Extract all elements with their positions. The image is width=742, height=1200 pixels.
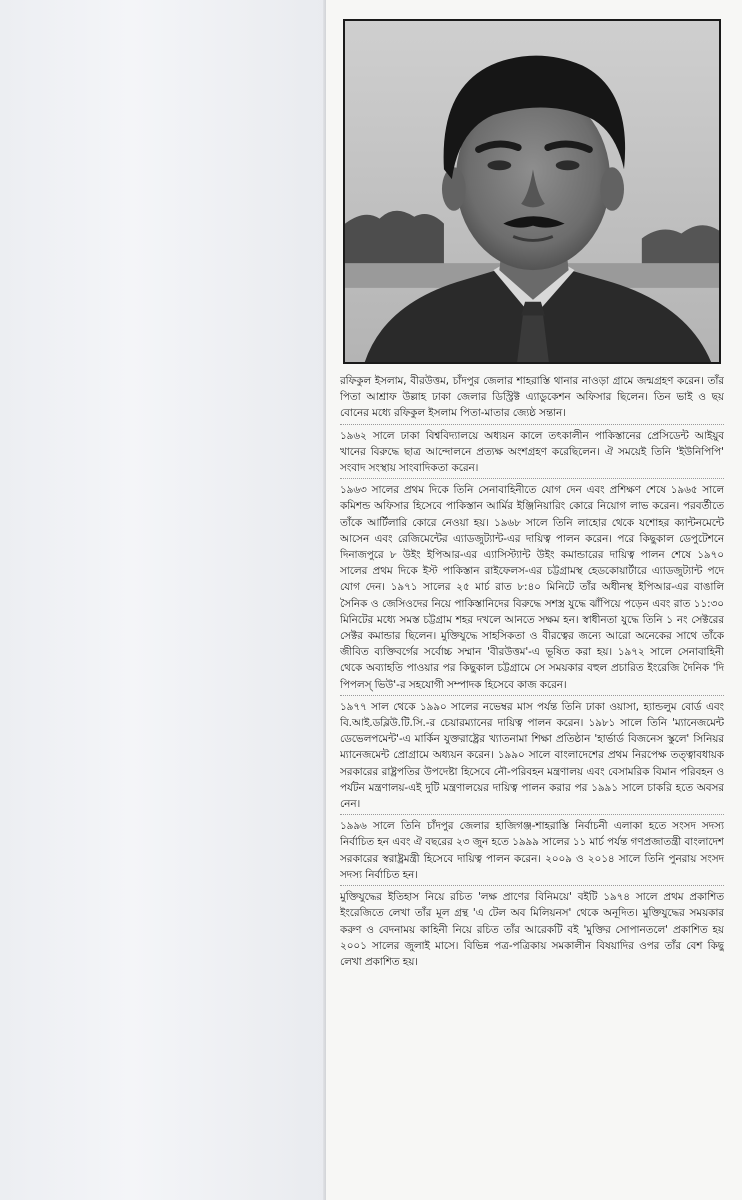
bio-paragraph-2: ১৯৬২ সালে ঢাকা বিশ্ববিদ্যালয়ে অধ্যয়ন কালে তৎকালীন পাকিস্তানের প্রেসিডেন্ট আইয়ুব খানের বিরুদ্ধে ছাত্র আন্দোলনে প্রত্যক্ষ অংশগ্রহণ করেছিলেন। ঐ সময়েই তিনি 'ইউনিপিপি' সংবাদ সংস্থায় সাংবাদিকতা করেন। — [340, 428, 724, 480]
bio-paragraph-6: মুক্তিযুদ্ধের ইতিহাস নিয়ে রচিত 'লক্ষ প্রাণের বিনিময়ে' বইটি ১৯৭৪ সালে প্রথম প্রকাশিত ইংরেজিতে লেখা তাঁর মূল গ্রন্থ 'এ টেল অব মিলিয়নস' থেকে অনূদিত। মুক্তিযুদ্ধের সময়কার করুণ ও বেদনাময় কাহিনী নিয়ে রচিত তাঁর আরেকটি বই 'মুক্তির সোপানতলে' প্রকাশিত হয় ২০০১ সালের জুলাই মাসে। বিভিন্ন পত্র-পত্রিকায় সমকালীন বিষয়াদির ওপর তাঁর বেশ কিছু লেখা প্রকাশিত হয়। — [340, 891, 724, 968]
blank-left-page — [0, 0, 326, 1200]
bio-paragraph-1: রফিকুল ইসলাম, বীরউত্তম, চাঁদপুর জেলার শাহরাস্তি থানার নাওড়া গ্রামে জন্মগ্রহণ করেন। তাঁর পিতা আশ্রাফ উল্লাহ ঢাকা জেলার ডিস্ট্রিক্ট এ্যাডুকেশন অফিসার ছিলেন। তিন ভাই ও ছয় বোনের মধ্যে রফিকুল ইসলাম পিতা-মাতার জ্যেষ্ঠ সন্তান। — [340, 373, 724, 425]
bio-paragraph-3: ১৯৬৩ সালের প্রথম দিকে তিনি সেনাবাহিনীতে যোগ দেন এবং প্রশিক্ষণ শেষে ১৯৬৫ সালে কমিশন্ড অফিসার হিসেবে পাকিস্তান আর্মির ইঞ্জিনিয়ারিং কোরে নিয়োগ লাভ করেন। পরবর্তীতে তাঁকে আর্টিলারি কোরে নেওয়া হয়। ১৯৬৮ সালে তিনি লাহোর থেকে যশোহর ক্যান্টনমেন্টে আসেন এবং রেজিমেন্টের এ্যাডজুট্যান্ট-এর দায়িত্ব পালন করেন। পরে কিছুকাল ডেপুটেশনে দিনাজপুরে ৮ উইং ইপিআর-এর এ্যাসিস্ট্যান্ট উইং কমান্ডারের দায়িত্ব পালন শেষে ১৯৭০ সালের প্রথম দিকে ইস্ট পাকিস্তান রাইফেলস-এর চট্টগ্রামস্থ হেডকোয়ার্টারে এ্যাডজুট্যান্ট পদে যোগ দেন। ১৯৭১ সালের ২৫ মার্চ রাত ৮:৪০ মিনিটে তাঁর অধীনস্থ ইপিআর-এর বাঙালি সৈনিক ও জেসিওদের নিয়ে পাকিস্তানিদের বিরুদ্ধে সশস্ত্র যুদ্ধে ঝাঁপিয়ে পড়েন এবং রাত ১১:৩০ মিনিটের মধ্যে সমস্ত চট্টগ্রাম শহর দখলে আনতে সক্ষম হন। স্বাধীনতা যুদ্ধে তিনি ১ নং সেক্টরের সেক্টর কমান্ডার ছিলেন। মুক্তিযুদ্ধে সাহসিকতা ও বীরত্বের জন্যে আরো অনেকের সাথে তাঁকে জীবিত ব্যক্তিবর্গের সর্বোচ্চ সম্মান 'বীরউত্তম'-এ ভূষিত করা হয়। ১৯৭২ সালে সেনাবাহিনী থেকে অব্যাহতি পাওয়ার পর কিছুকাল চট্টগ্রামে সে সময়কার বহুল প্রচারিত ইংরেজি দৈনিক 'দি পিপলস্ ভিউ'-র সহযোগী সম্পাদক হিসেবে কাজ করেন। — [340, 482, 724, 696]
portrait-illustration — [345, 21, 719, 362]
portrait-photo — [343, 19, 721, 364]
biography-text — [340, 373, 724, 1195]
bio-paragraph-5: ১৯৯৬ সালে তিনি চাঁদপুর জেলার হাজিগঞ্জ-শাহরাস্তি নির্বাচনী এলাকা হতে সংসদ সদস্য নির্বাচিত হন এবং ঐ বছরের ২৩ জুন হতে ১৯৯৯ সালের ১১ মার্চ পর্যন্ত গণপ্রজাতন্ত্রী বাংলাদেশ সরকারের স্বরাষ্ট্রমন্ত্রী হিসেবে দায়িত্ব পালন করেন। ২০০৯ ও ২০১৪ সালে তিনি পুনরায় সংসদ সদস্য নির্বাচিত হন। — [340, 818, 724, 886]
bio-paragraph-4: ১৯৭৭ সাল থেকে ১৯৯০ সালের নভেম্বর মাস পর্যন্ত তিনি ঢাকা ওয়াসা, হ্যান্ডলুম বোর্ড এবং বি.আই.ডব্লিউ.টি.সি.-র চেয়ারম্যানের দায়িত্ব পালন করেন। ১৯৮১ সালে তিনি 'ম্যানেজমেন্ট ডেভেলপমেন্ট'-এ মার্কিন যুক্তরাষ্ট্রের খ্যাতনামা শিক্ষা প্রতিষ্ঠান 'হার্ভার্ড বিজনেস স্কুলে' সিনিয়র ম্যানেজমেন্ট প্রোগ্রামে অধ্যয়ন করেন। ১৯৯০ সালে বাংলাদেশের প্রথম নিরপেক্ষ তত্ত্বাবধায়ক সরকারের রাষ্ট্রপতির উপদেষ্টা হিসেবে নৌ-পরিবহন মন্ত্রণালয় এবং বেসামরিক বিমান পরিবহন ও পর্যটন মন্ত্রণালয়-এই দুটি মন্ত্রণালয়ের দায়িত্ব পালন করার পর ১৯৯১ সালে চাকরি হতে অবসর নেন। — [340, 699, 724, 815]
